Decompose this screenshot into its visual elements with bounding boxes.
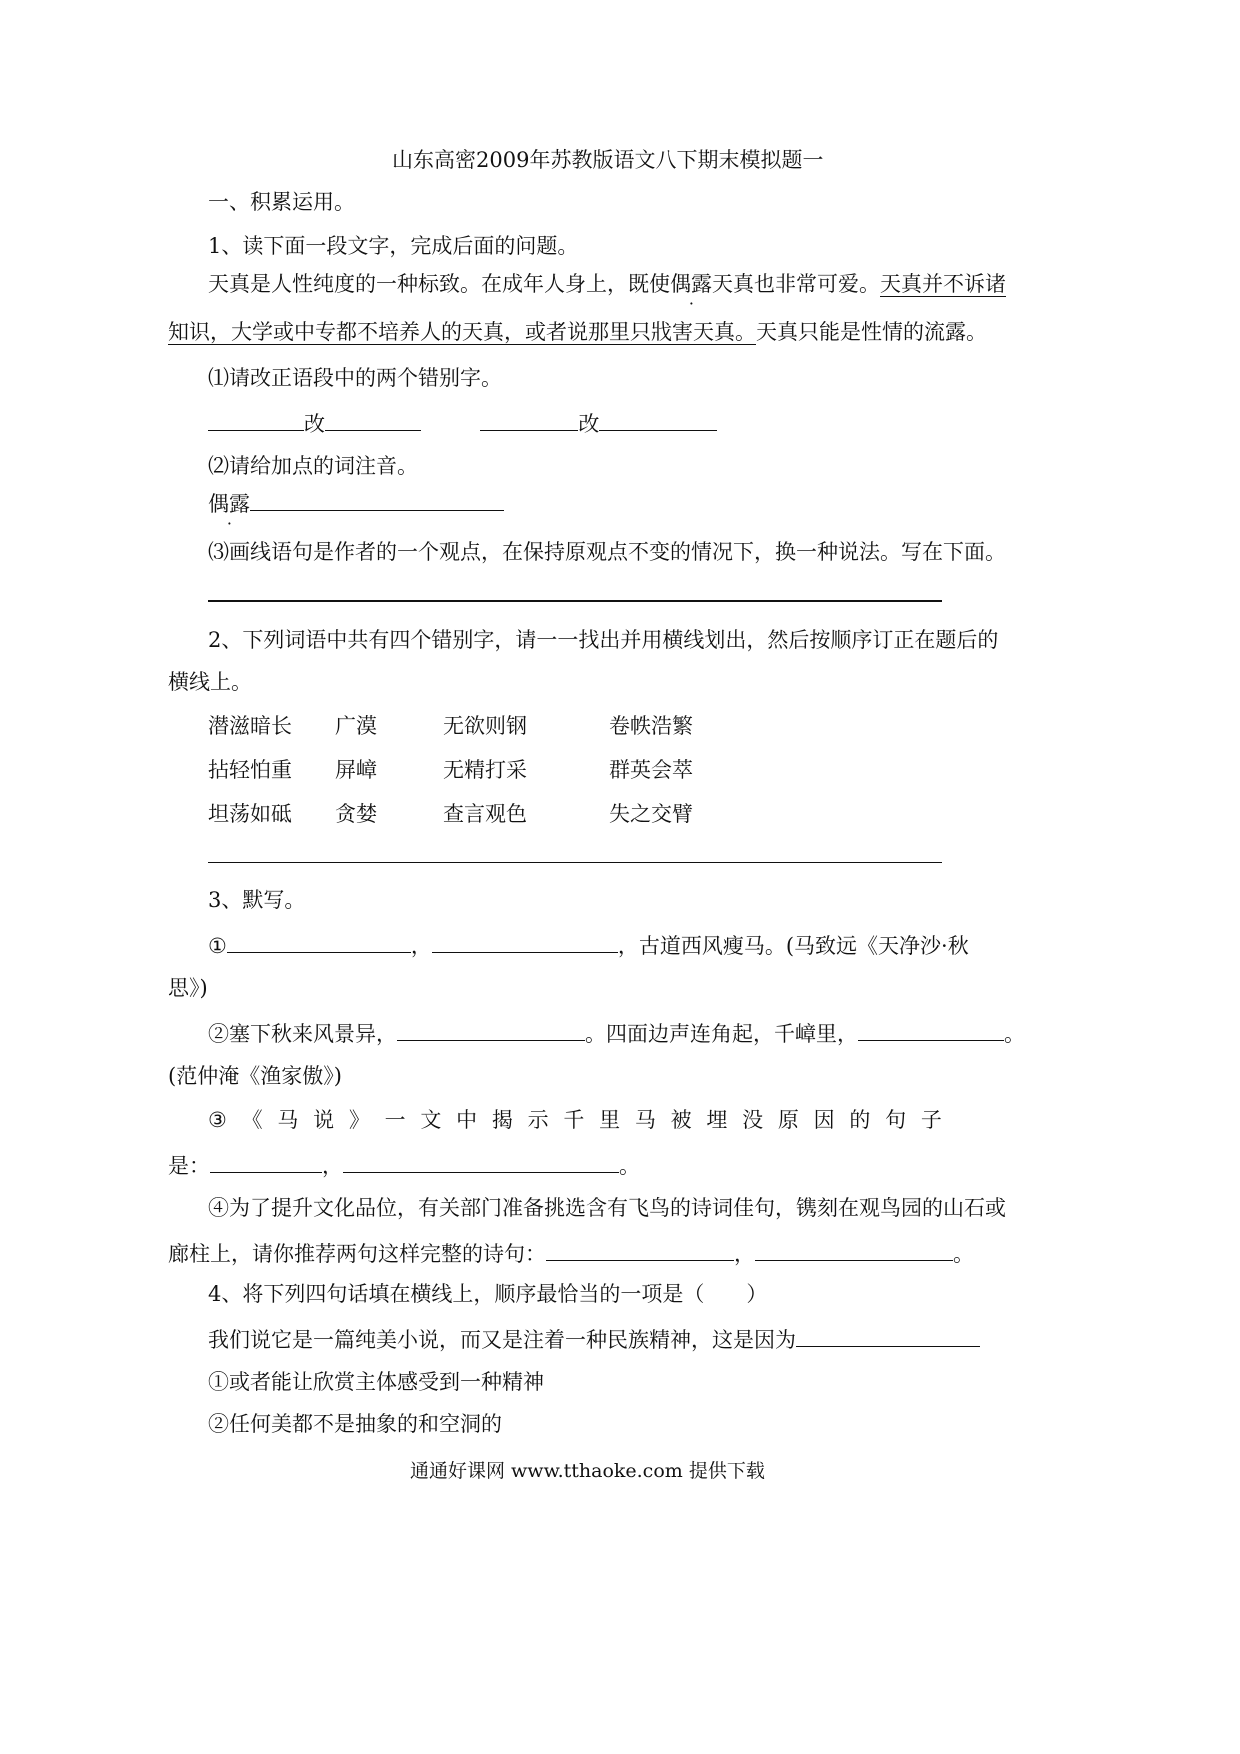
word: 贪婪 bbox=[335, 802, 377, 826]
answer-blank[interactable] bbox=[546, 1238, 734, 1261]
q4-option-2: ②任何美都不是抽象的和空洞的 bbox=[208, 1412, 502, 1436]
answer-blank[interactable] bbox=[480, 408, 578, 431]
char: 》 bbox=[348, 1108, 370, 1132]
word: 失之交臂 bbox=[609, 802, 693, 826]
answer-blank[interactable] bbox=[343, 1150, 619, 1173]
q1-passage-line2 bbox=[168, 318, 987, 346]
char: 千 bbox=[563, 1108, 585, 1132]
q3-item1-cont: 思》) bbox=[168, 976, 208, 1000]
item-text: 是： bbox=[168, 1154, 210, 1178]
answer-blank[interactable] bbox=[325, 408, 421, 431]
word: 广漠 bbox=[335, 714, 377, 738]
change-label: 改 bbox=[578, 412, 600, 436]
q4-lead bbox=[208, 1324, 980, 1354]
answer-line[interactable] bbox=[208, 862, 942, 863]
passage-text: 天真只能是性情的流露。 bbox=[756, 320, 987, 344]
char: 子 bbox=[920, 1108, 942, 1132]
period: 。 bbox=[619, 1154, 640, 1178]
char: ③ bbox=[208, 1108, 227, 1132]
word: 屏嶂 bbox=[335, 758, 377, 782]
q2-stem-line1: 2、下列词语中共有四个错别字，请一一找出并用横线划出，然后按顺序订正在题后的 bbox=[208, 628, 999, 652]
item-text: 。四面边声连角起，千嶂里， bbox=[585, 1022, 858, 1046]
char: 示 bbox=[527, 1108, 549, 1132]
char: 文 bbox=[420, 1108, 442, 1132]
char: 因 bbox=[813, 1108, 835, 1132]
char: 说 bbox=[313, 1108, 335, 1132]
page-title: 山东高密2009年苏教版语文八下期末模拟题一 bbox=[392, 148, 824, 172]
q1-pinyin-row bbox=[208, 488, 504, 518]
period: 。 bbox=[1004, 1022, 1025, 1046]
q3-item4: ④为了提升文化品位，有关部门准备挑选含有飞鸟的诗词佳句，镌刻在观鸟园的山石或 bbox=[208, 1196, 1006, 1220]
char: 里 bbox=[599, 1108, 621, 1132]
char: 没 bbox=[742, 1108, 764, 1132]
word: 无精打采 bbox=[443, 758, 527, 782]
word: 无欲则钢 bbox=[443, 714, 527, 738]
answer-blank[interactable] bbox=[210, 1150, 322, 1173]
q4-stem: 4、将下列四句话填在横线上，顺序最恰当的一项是（ ） bbox=[208, 1282, 768, 1306]
q3-stem: 3、默写。 bbox=[208, 888, 306, 912]
q2-stem-line2: 横线上。 bbox=[168, 670, 252, 694]
char: 一 bbox=[384, 1108, 406, 1132]
dotted-word: 偶露 bbox=[208, 492, 250, 516]
q1-stem: 1、读下面一段文字，完成后面的问题。 bbox=[208, 234, 579, 258]
char: 揭 bbox=[491, 1108, 513, 1132]
char: 中 bbox=[456, 1108, 478, 1132]
q4-option-1: ①或者能让欣赏主体感受到一种精神 bbox=[208, 1370, 544, 1394]
comma: ， bbox=[322, 1154, 343, 1178]
char: 埋 bbox=[706, 1108, 728, 1132]
answer-blank[interactable] bbox=[796, 1324, 980, 1347]
word: 卷帙浩繁 bbox=[609, 714, 693, 738]
item-text: 廊柱上，请你推荐两句这样完整的诗句： bbox=[168, 1242, 546, 1266]
q3-item1 bbox=[208, 930, 969, 960]
q3-item2 bbox=[208, 1018, 1025, 1048]
char: 被 bbox=[670, 1108, 692, 1132]
q1-passage-line1 bbox=[208, 270, 1006, 298]
answer-blank[interactable] bbox=[397, 1018, 585, 1041]
change-label: 改 bbox=[304, 412, 325, 436]
answer-blank[interactable] bbox=[858, 1018, 1004, 1041]
char: 句 bbox=[885, 1108, 907, 1132]
char: 马 bbox=[277, 1108, 299, 1132]
word: 坦荡如砥 bbox=[208, 802, 292, 826]
passage-text: 天真是人性纯度的一种标致。在成年人身上，既使 bbox=[208, 272, 670, 296]
answer-blank[interactable] bbox=[432, 930, 618, 953]
q3-item3-cont bbox=[168, 1150, 640, 1180]
word: 查言观色 bbox=[443, 802, 527, 826]
comma: ， bbox=[410, 934, 432, 958]
char: 的 bbox=[849, 1108, 871, 1132]
q1-sub1: ⑴请改正语段中的两个错别字。 bbox=[208, 366, 502, 390]
comma: ， bbox=[734, 1242, 755, 1266]
item-text: ②塞下秋来风景异， bbox=[208, 1022, 397, 1046]
passage-text: 天真也非常可爱。 bbox=[712, 272, 880, 296]
q1-sub2: ⑵请给加点的词注音。 bbox=[208, 454, 418, 478]
q1-sub3: ⑶画线语句是作者的一个观点，在保持原观点不变的情况下，换一种说法。写在下面。 bbox=[208, 540, 1006, 564]
answer-blank[interactable] bbox=[208, 408, 304, 431]
q3-item4-cont bbox=[168, 1238, 974, 1268]
char: 《 bbox=[241, 1108, 263, 1132]
answer-blank[interactable] bbox=[227, 930, 411, 953]
section-heading: 一、积累运用。 bbox=[208, 190, 355, 214]
answer-blank[interactable] bbox=[599, 408, 717, 431]
q3-item3 bbox=[208, 1106, 942, 1134]
word: 潜滋暗长 bbox=[208, 714, 292, 738]
answer-blank[interactable] bbox=[755, 1238, 953, 1261]
period: 。 bbox=[953, 1242, 974, 1266]
char: 马 bbox=[634, 1108, 656, 1132]
underlined-sentence: 天真并不诉诸 bbox=[880, 272, 1006, 296]
word: 群英会萃 bbox=[609, 758, 693, 782]
answer-blank[interactable] bbox=[250, 488, 504, 511]
dotted-word: 偶露 bbox=[670, 272, 712, 296]
item-number: ① bbox=[208, 934, 227, 958]
q3-item2-cont: (范仲淹《渔家傲》) bbox=[168, 1064, 342, 1088]
char: 原 bbox=[777, 1108, 799, 1132]
footer-source: 通通好课网 www.tthaoke.com 提供下载 bbox=[410, 1460, 765, 1482]
answer-line[interactable] bbox=[208, 600, 942, 602]
underlined-sentence: 知识，大学或中专都不培养人的天真，或者说那里只戕害天真。 bbox=[168, 320, 756, 344]
q1-correction-row bbox=[208, 408, 717, 438]
item-text: 我们说它是一篇纯美小说，而又是注着一种民族精神，这是因为 bbox=[208, 1328, 796, 1352]
word: 拈轻怕重 bbox=[208, 758, 292, 782]
item-text: ，古道西风瘦马。(马致远《天净沙·秋 bbox=[617, 934, 969, 958]
